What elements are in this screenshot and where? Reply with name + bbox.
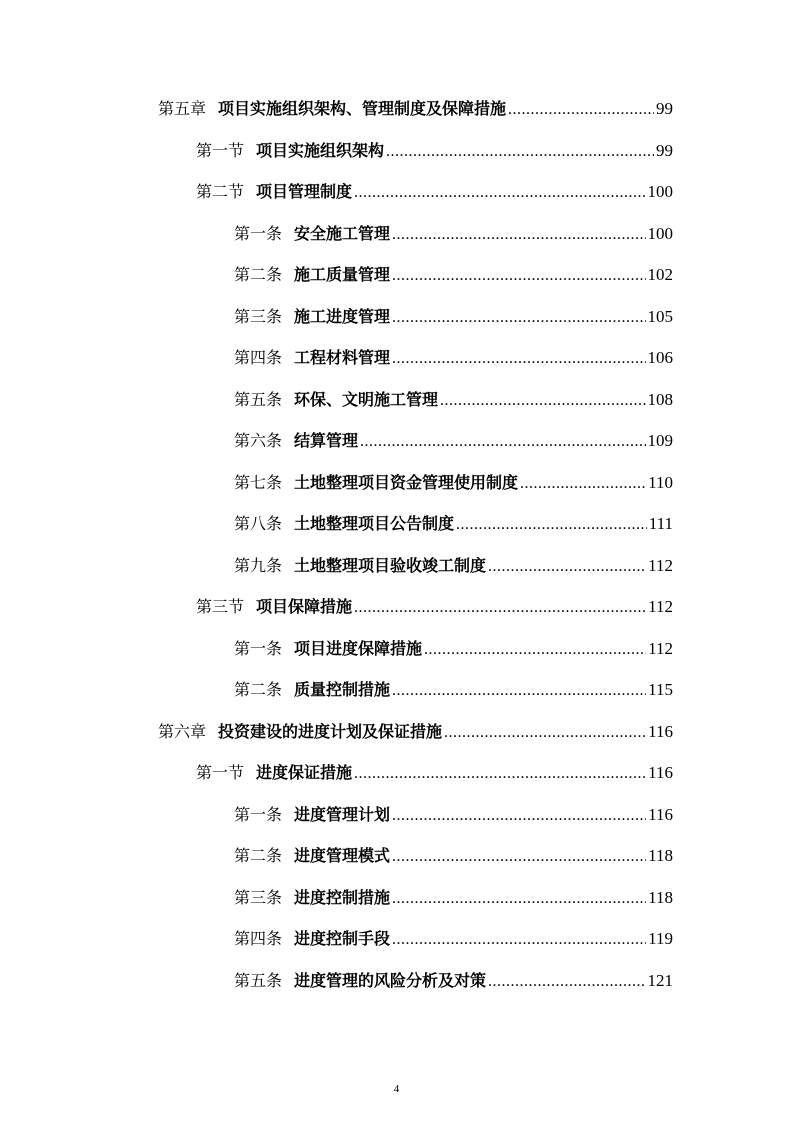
toc-entry-page: 100 <box>647 223 673 243</box>
toc-article[interactable] <box>234 960 673 1002</box>
toc-entry-page: 102 <box>647 265 673 284</box>
toc-article[interactable] <box>234 420 673 462</box>
toc-entry-number: 第三条 <box>234 306 283 326</box>
dot-leader <box>392 919 646 961</box>
toc-section[interactable] <box>196 586 673 628</box>
toc-entry-title: 项目管理制度 <box>256 182 353 201</box>
toc-entry-page: 112 <box>648 597 673 616</box>
toc-entry-page: 118 <box>648 846 673 865</box>
toc-entry-number: 第二节 <box>196 182 245 201</box>
toc-entry-number: 第五条 <box>234 970 283 990</box>
dot-leader <box>354 753 646 795</box>
toc-entry-title: 项目实施组织架构 <box>256 140 385 160</box>
toc-entry-title: 进度管理的风险分析及对策 <box>294 970 487 990</box>
toc-entry-number: 第九条 <box>234 555 283 575</box>
toc-entry-title: 土地整理项目资金管理使用制度 <box>294 472 519 492</box>
toc-entry-page: 115 <box>648 680 673 699</box>
toc-entry-page: 105 <box>647 306 673 326</box>
toc-entry-number: 第七条 <box>234 472 283 492</box>
dot-leader <box>386 131 654 173</box>
toc-entry-title: 土地整理项目验收竣工制度 <box>294 555 487 575</box>
dot-leader <box>424 629 646 671</box>
toc-entry-number: 第四条 <box>234 348 283 367</box>
page-number: 4 <box>393 1083 400 1095</box>
toc-article[interactable] <box>234 835 673 877</box>
toc-entry-number: 第八条 <box>234 514 283 533</box>
toc-entry-title: 环保、文明施工管理 <box>294 389 439 409</box>
toc-entry-page: 110 <box>648 472 673 492</box>
toc-entry-page: 106 <box>647 348 673 367</box>
dot-leader <box>520 463 646 505</box>
toc-entry-title: 进度管理模式 <box>294 846 391 865</box>
toc-entry-page: 116 <box>648 804 673 824</box>
dot-leader <box>508 89 654 131</box>
toc-entry-page: 121 <box>647 970 673 990</box>
toc-article[interactable] <box>234 794 673 836</box>
toc-article[interactable] <box>234 254 673 296</box>
toc-entry-title: 进度管理计划 <box>294 804 391 824</box>
toc-entry-number: 第一节 <box>196 763 245 782</box>
toc-entry-number: 第一节 <box>196 140 245 160</box>
dot-leader <box>392 836 646 878</box>
toc-article[interactable] <box>234 545 673 587</box>
dot-leader <box>488 961 645 1003</box>
toc-entry-title: 投资建设的进度计划及保证措施 <box>218 721 443 741</box>
toc-article[interactable] <box>234 669 673 711</box>
dot-leader <box>444 712 646 754</box>
toc-entry-number: 第一条 <box>234 804 283 824</box>
dot-leader <box>392 878 646 920</box>
toc-entry-page: 112 <box>648 638 673 658</box>
toc-entry-title: 进度控制手段 <box>294 929 391 948</box>
toc-entry-title: 安全施工管理 <box>294 223 391 243</box>
toc-entry-number: 第一条 <box>234 223 283 243</box>
dot-leader <box>440 380 645 422</box>
toc-chapter-6[interactable] <box>158 711 673 753</box>
toc-entry-number: 第四条 <box>234 929 283 948</box>
toc-entry-title: 项目保障措施 <box>256 597 353 616</box>
dot-leader <box>392 338 645 380</box>
toc-entry-page: 118 <box>648 887 673 907</box>
toc-entry-page: 116 <box>648 721 673 741</box>
dot-leader <box>360 421 645 463</box>
toc-article[interactable] <box>234 503 673 545</box>
dot-leader <box>488 546 646 588</box>
toc-section[interactable] <box>196 171 673 213</box>
toc-article[interactable] <box>234 337 673 379</box>
toc-entry-title: 进度控制措施 <box>294 887 391 907</box>
toc-article[interactable] <box>234 379 673 421</box>
toc-chapter-5[interactable] <box>158 88 673 130</box>
dot-leader <box>392 670 646 712</box>
toc-section[interactable] <box>196 130 673 172</box>
table-of-contents <box>0 88 793 1001</box>
toc-entry-number: 第一条 <box>234 638 283 658</box>
toc-entry-number: 第三条 <box>234 887 283 907</box>
dot-leader <box>354 587 646 629</box>
dot-leader <box>456 504 647 546</box>
dot-leader <box>392 795 646 837</box>
toc-entry-title: 项目进度保障措施 <box>294 638 423 658</box>
toc-entry-number: 第五条 <box>234 389 283 409</box>
toc-entry-number: 第二条 <box>234 265 283 284</box>
toc-entry-title: 质量控制措施 <box>294 680 391 699</box>
toc-entry-page: 108 <box>647 389 673 409</box>
toc-entry-title: 土地整理项目公告制度 <box>294 514 455 533</box>
toc-entry-number: 第二条 <box>234 846 283 865</box>
toc-entry-number: 第二条 <box>234 680 283 699</box>
dot-leader <box>392 255 645 297</box>
toc-article[interactable] <box>234 628 673 670</box>
toc-entry-title: 工程材料管理 <box>294 348 391 367</box>
toc-entry-page: 99 <box>656 140 673 160</box>
toc-entry-title: 结算管理 <box>294 431 359 450</box>
toc-article[interactable] <box>234 213 673 255</box>
toc-entry-title: 进度保证措施 <box>256 763 353 782</box>
toc-entry-page: 111 <box>648 514 673 533</box>
toc-entry-number: 第六章 <box>158 721 207 741</box>
dot-leader <box>392 214 645 256</box>
toc-entry-page: 100 <box>647 182 673 201</box>
toc-article[interactable] <box>234 296 673 338</box>
toc-section[interactable] <box>196 752 673 794</box>
toc-article[interactable] <box>234 462 673 504</box>
toc-entry-title: 施工质量管理 <box>294 265 391 284</box>
toc-entry-page: 112 <box>648 555 673 575</box>
toc-article[interactable] <box>234 918 673 960</box>
toc-entry-number: 第六条 <box>234 431 283 450</box>
toc-entry-page: 99 <box>656 99 673 118</box>
toc-entry-page: 119 <box>648 929 673 948</box>
dot-leader <box>354 172 645 214</box>
toc-entry-number: 第三节 <box>196 597 245 616</box>
toc-entry-page: 109 <box>647 431 673 450</box>
toc-entry-title: 项目实施组织架构、管理制度及保障措施 <box>218 99 507 118</box>
dot-leader <box>392 297 645 339</box>
toc-entry-page: 116 <box>648 763 673 782</box>
toc-article[interactable] <box>234 877 673 919</box>
toc-entry-number: 第五章 <box>158 99 207 118</box>
toc-entry-title: 施工进度管理 <box>294 306 391 326</box>
